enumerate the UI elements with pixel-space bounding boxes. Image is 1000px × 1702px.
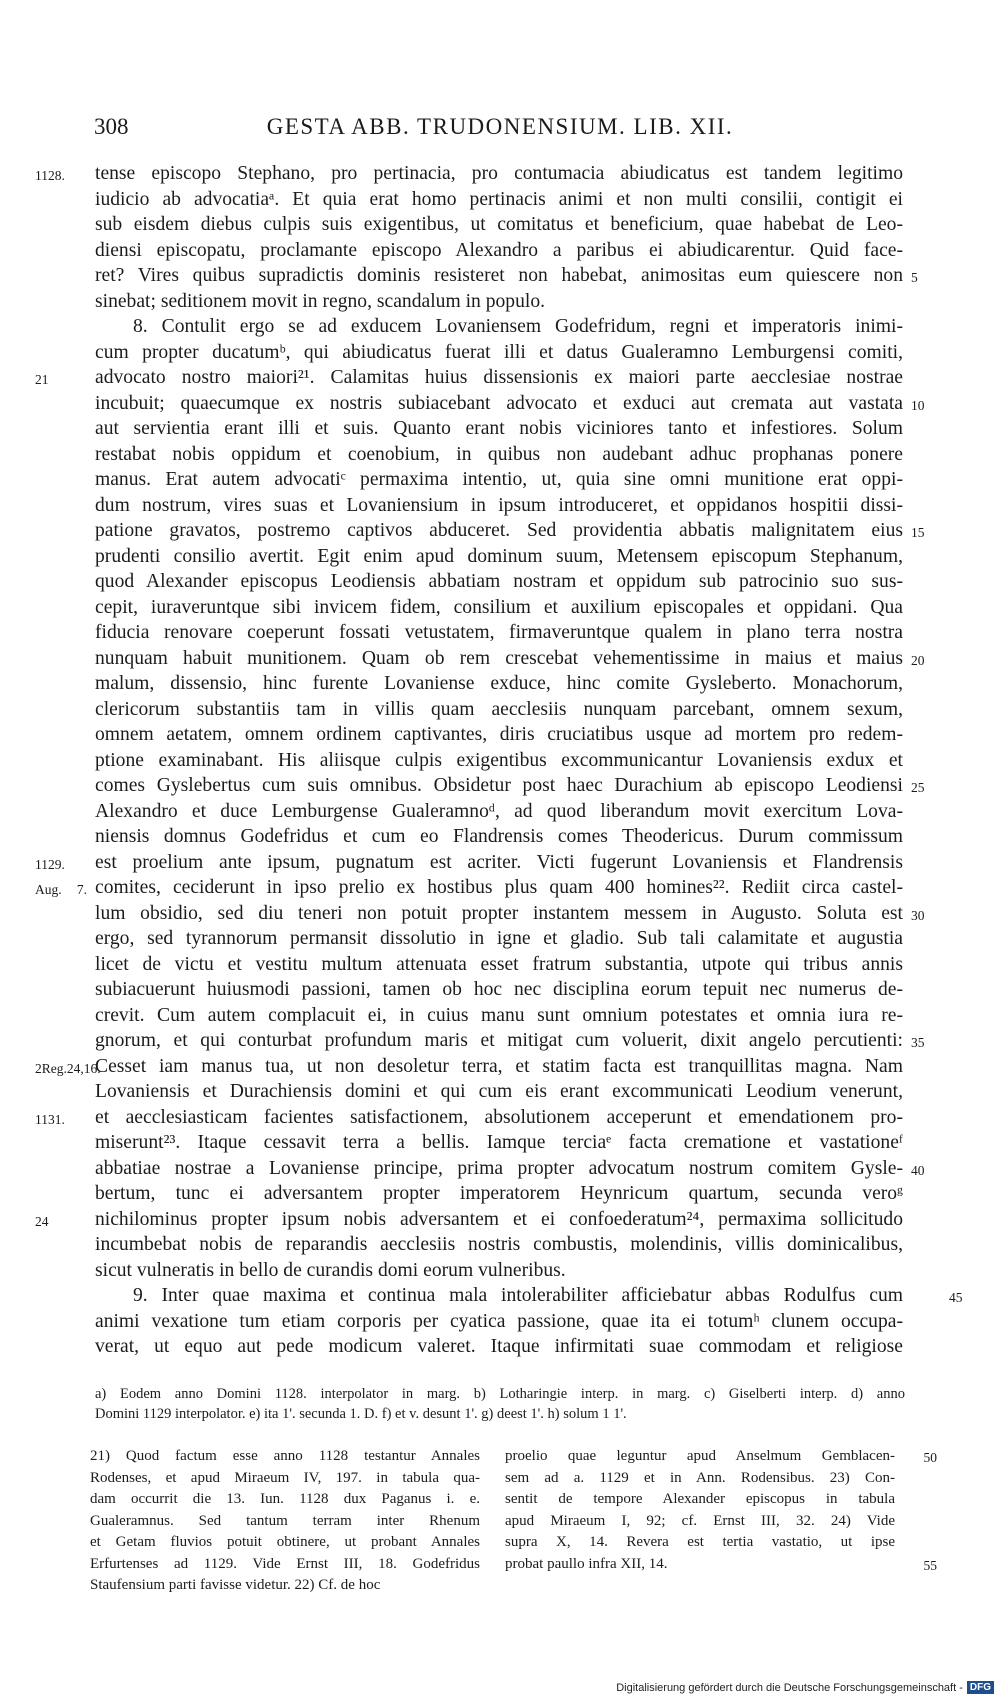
text-line (95, 595, 903, 621)
page-number: 308 (94, 114, 129, 139)
text-line (95, 467, 903, 493)
footnote-line: sem ad a. 1129 et in Ann. Rodensibus. 23) Con- (505, 1469, 895, 1486)
text-line (95, 1258, 903, 1284)
text-line-content: abbatiae nostrae a Lovaniense principe, prima propter advocatum nostrum comitem Gysle- (95, 1157, 903, 1179)
text-line-content: 8. Contulit ergo se ad exducem Lovaniensem Godefridum, regni et imperatoris inimi- (133, 316, 903, 337)
text-line (35, 161, 903, 187)
footnote-line: proelio quae leguntur apud Anselmum Gemblacen- 50 (505, 1446, 895, 1468)
text-line-content: ergo, sed tyrannorum permansit dissolutio in igne et gladio. Sub tali calamitate et augustia (95, 928, 903, 949)
text-line (35, 875, 903, 901)
text-line (95, 1079, 903, 1105)
line-number: 30 (911, 907, 925, 923)
text-line-content: quod Alexander episcopus Leodiensis abbatiam nostram et oppidum sub patrocinio suo sus- (95, 571, 903, 592)
text-line (95, 544, 903, 570)
line-number: 50 (923, 1450, 937, 1465)
text-line-content: est proelium ante ipsum, pugnatum est acriter. Victi fugerunt Lovaniensis et Flandrensis (95, 851, 903, 873)
text-line-content: miserunt²³. Itaque cessavit terra a bellis. Iamque terciaᵉ facta crematione et vastationeᶠ (95, 1132, 903, 1153)
text-line (95, 1156, 925, 1182)
text-line-content: comes Gyslebertus cum suis omnibus. Obsidetur post haec Durachium ab episcopo Leodiensi (95, 775, 903, 796)
text-line-content: malum, dissensio, hinc furente Lovaniense exduce, hinc comite Gysleberto. Monachorum, (95, 673, 903, 694)
text-line-content: tense episcopo Stephano, pro pertinacia, pro contumacia abiudicatus est tandem legitimo (95, 163, 903, 184)
text-line (35, 850, 903, 876)
text-line-content: dum nostrum, vires suas et Lovaniensium in ipsum introduceret, et oppidanos hospitii dissi- (95, 494, 903, 516)
text-line (35, 1105, 903, 1131)
text-line (95, 773, 925, 799)
margin-note-left: 24 (35, 1213, 49, 1229)
footnote-line: apud Miraeum I, 92; cf. Ernst III, 32. 24) Vide (505, 1512, 895, 1529)
text-line-content: ret? Vires quibus supradictis dominis resisteret non habebat, animositas eum quiescere non (95, 265, 903, 286)
running-title: GESTA ABB. TRUDONENSIUM. LIB. XII. (266, 114, 734, 139)
text-line-content: niensis domnus Godefridus et cum eo Flandrensis comes Theodericus. Durum commissum (95, 826, 903, 847)
text-line-content: incumbebat nobis de reparandis aecclesiis nostris combustis, molendinis, villis dominicalibus, (95, 1234, 903, 1255)
text-line-content: omnem aetatem, omnem ordinem captivantes, diris cruciatibus usque ad mortem pro redem- (95, 724, 903, 745)
footnote-line: et Getam fluvios potuit obtinere, ut probant Annales (90, 1534, 480, 1550)
text-line-content: nichilominus propter ipsum nobis adversantem et ei confoederatum²⁴, permaxima sollicitudo (95, 1208, 903, 1230)
critical-apparatus (95, 1384, 905, 1424)
text-line-content: subiacuerunt huiusmodi passioni, tamen ob hoc nec disciplina eorum tepuit nec numerus de- (95, 979, 903, 1000)
line-number: 20 (911, 652, 925, 668)
text-line (95, 518, 925, 544)
text-line (95, 799, 903, 825)
line-number: 15 (911, 525, 925, 540)
text-line (95, 187, 903, 213)
text-line (95, 1130, 903, 1156)
margin-note-left: 1128. (35, 168, 65, 183)
text-line (95, 926, 903, 952)
text-line (95, 391, 925, 417)
margin-note-left: 21 (35, 372, 49, 387)
text-line (95, 493, 903, 519)
text-line (35, 365, 903, 391)
text-line (95, 238, 903, 264)
text-line-content: incubuit; quaecumque ex nostris subiacebant advocato et exduci aut cremata aut vastata (95, 392, 903, 414)
credit-text: Digitalisierung gefördert durch die Deutsche Forschungsgemeinschaft - (616, 1681, 963, 1694)
text-line-content: manus. Erat autem advocatiᶜ permaxima intentio, ut, quia sine omni munitione erat oppi- (95, 469, 903, 490)
text-line-content: iudicio ab advocatiaᵃ. Et quia erat homo pertinacis animi et non multi consilii, contigit ei (95, 188, 903, 210)
apparatus-line: a) Eodem anno Domini 1128. interpolator in marg. b) Lotharingie interp. in marg. c) Giselberti interp. d) anno (95, 1386, 905, 1402)
text-line (95, 1028, 925, 1054)
text-line (95, 824, 903, 850)
text-line-content: fiducia renovare coeperunt fossati vetustatem, firmaveruntque qualem in plano terra nostra (95, 622, 903, 643)
footnote-line: Rodenses, et apud Miraeum IV, 197. in tabula qua- (90, 1469, 480, 1486)
text-line (95, 1232, 903, 1258)
text-line (95, 1334, 903, 1360)
text-line-content: cepit, iuraveruntque sibi invicem fidem, consilium et auxilium episcopales et oppidani. Qua (95, 596, 903, 618)
line-number: 35 (911, 1035, 925, 1050)
text-line (95, 416, 903, 442)
text-line-content: ptione examinabant. His aliisque culpis exigentibus excommunicantur Lovaniensis exdux et (95, 749, 903, 771)
text-line (35, 1054, 903, 1080)
dfg-logo: DFG (967, 1681, 994, 1694)
text-line (95, 1283, 963, 1309)
text-line-content: nunquam habuit munitionem. Quam ob rem crescebat vehementissime in maius et maius (95, 647, 903, 669)
text-line (95, 1309, 903, 1335)
text-line-content: licet de victu et vestitu multum attenuata esset fratrum substantia, utpote qui tribus annis (95, 953, 903, 975)
digitization-credit (616, 1681, 994, 1694)
text-line (95, 952, 903, 978)
text-line (95, 1181, 903, 1207)
text-line-content: diensi episcopatu, proclamante episcopo Alexandro a paribus ei abiudicarentur. Quid face- (95, 239, 903, 261)
text-line (95, 442, 903, 468)
text-line-content: patione gravatos, postremo captivos abduceret. Sed providentia abbatis malignitatem eius (95, 520, 903, 541)
footnote-line: sentit de tempore Alexander episcopus in tabula (505, 1491, 895, 1507)
margin-note-left: 2Reg.24,16. (35, 1060, 101, 1076)
footnote-line: Staufensium parti favisse videtur. 22) Cf. de hoc (90, 1577, 381, 1593)
text-line (95, 569, 903, 595)
text-line (95, 212, 903, 238)
text-line-content: gnorum, et qui conturbat profundum maris et mitigat cum voluerit, dixit angelo percutienti: (95, 1030, 903, 1051)
footnote-line: probat paullo infra XII, 14. 55 (505, 1554, 895, 1576)
text-line-content: et aecclesiasticam facientes satisfactionem, absolutionem acceperunt et emendationem pro- (95, 1106, 903, 1128)
text-line-content: comites, ceciderunt in ipso prelio ex hostibus plus quam 400 homines²². Rediit circa castel- (95, 877, 903, 898)
footnote-line: supra X, 14. Revera est tertia vastatio, ut ipse (505, 1534, 895, 1550)
text-line-content: Lovaniensis et Durachiensis domini et qui cum eis erant excommunicati Leodium venerunt, (95, 1081, 903, 1102)
text-line-content: restabat nobis oppidum et coenobium, in quibus non audebant adhuc prophanas ponere (95, 443, 903, 465)
main-text (35, 161, 963, 1360)
text-line-content: lum obsidio, sed diu teneri non potuit propter instantem messem in Augusto. Soluta est (95, 902, 903, 924)
apparatus-line: Domini 1129 interpolator. e) ita 1'. secunda 1. D. f) et v. desunt 1'. g) deest 1'. h) solum 1 1'. (95, 1406, 627, 1422)
text-line (95, 977, 903, 1003)
line-number: 55 (923, 1557, 937, 1573)
text-line (95, 901, 925, 927)
text-line (95, 263, 918, 289)
page-header (0, 114, 1000, 148)
text-line-content: crevit. Cum autem complacuit ei, in cuius manu sunt omnium potestates et omnia iura re- (95, 1004, 903, 1026)
text-line (95, 671, 903, 697)
text-line (95, 340, 903, 366)
margin-note-left: 1129. (35, 856, 65, 872)
footnotes-left-column (90, 1446, 480, 1597)
text-line (95, 1003, 903, 1029)
text-line-content: verat, ut equo aut pede modicum valeret. Itaque infirmitati suae commodam et religiose (95, 1336, 903, 1357)
margin-note-left: 1131. (35, 1111, 65, 1127)
text-line (35, 1207, 903, 1233)
text-line-content: Alexandro et duce Lemburgense Gualeramnoᵈ, ad quod liberandum movit exercitum Lova- (95, 800, 903, 822)
text-line-content: cum propter ducatumᵇ, qui abiudicatus fuerat illi et datus Gualeramno Lemburgensi comiti, (95, 341, 903, 363)
line-number: 5 (911, 270, 918, 285)
margin-note-left: Aug. 7. (35, 882, 87, 897)
text-line-content: prudenti consilio avertit. Egit enim apud dominum suum, Metensem episcopum Stephanum, (95, 545, 903, 567)
text-line-content: sub eisdem diebus culpis suis exigentibus, ut comitatus et beneficium, quae habebat de Leo- (95, 214, 903, 235)
text-line (95, 289, 903, 315)
text-line (95, 748, 903, 774)
line-number: 25 (911, 780, 925, 795)
text-line-content: clericorum substantiis tam in villis quam aecclesiis nunquam parcebant, omnem sexum, (95, 698, 903, 720)
text-line (95, 722, 903, 748)
line-number: 45 (949, 1290, 963, 1305)
footnotes-right-column (505, 1446, 937, 1575)
text-line (95, 314, 903, 340)
text-line (95, 697, 903, 723)
text-line-content: sicut vulneratis in bello de curandis domi eorum vulneribus. (95, 1259, 566, 1281)
footnote-line: dam occurrit die 13. Iun. 1128 dux Paganus i. e. (90, 1491, 480, 1507)
footnote-line: Erfurtenses ad 1129. Vide Ernst III, 18. Godefridus (90, 1555, 480, 1572)
line-number: 40 (911, 1162, 925, 1178)
text-line-content: sinebat; seditionem movit in regno, scandalum in populo. (95, 290, 546, 312)
line-number: 10 (911, 397, 925, 413)
footnote-line: Gualeramnus. Sed tantum terram inter Rhenum (90, 1512, 480, 1529)
text-line-content: animi vexatione tum etiam corporis per cyatica passione, quae ita ei totumʰ clunem occupa- (95, 1310, 903, 1332)
text-line-content: 9. Inter quae maxima et continua mala intolerabiliter afficiebatur abbas Rodulfus cum (133, 1285, 903, 1306)
text-line-content: Cesset iam manus tua, ut non desoletur terra, et statim facta est tranquillitas magna. Nam (95, 1055, 903, 1077)
footnote-line: 21) Quod factum esse anno 1128 testantur Annales (90, 1448, 480, 1464)
text-line-content: bertum, tunc ei adversantem propter imperatorem Heynricum quartum, secunda veroᵍ (95, 1183, 903, 1204)
text-line (95, 646, 925, 672)
text-line (95, 620, 903, 646)
text-line-content: aut servientia erant illi et suis. Quanto erant nobis viciniores tanto et infestiores. Solum (95, 418, 903, 439)
text-line-content: advocato nostro maiori²¹. Calamitas huius dissensionis ex maiori parte aecclesiae nostrae (95, 367, 903, 388)
